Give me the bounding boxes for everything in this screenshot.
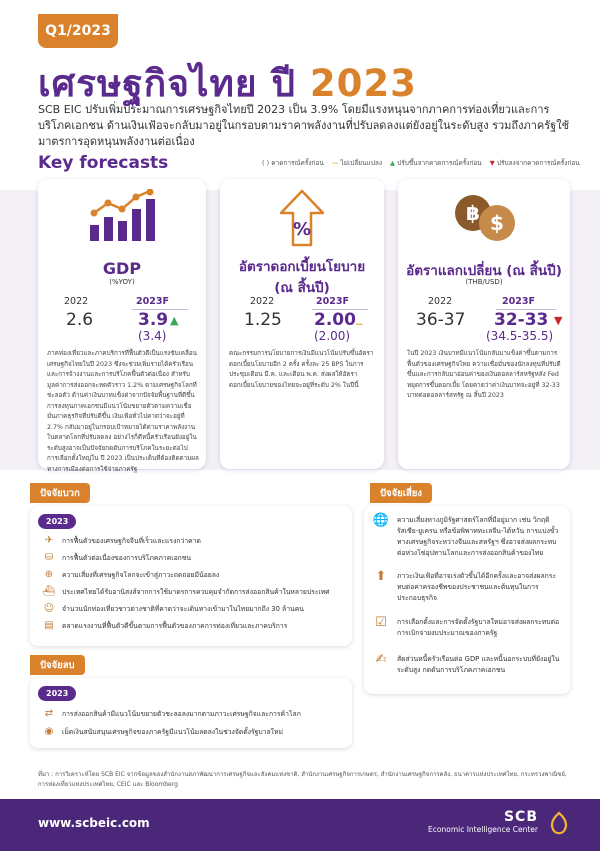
currency-exchange-icon (398, 189, 570, 245)
fx-value-2022: 36-37 (416, 310, 466, 330)
source-note: ที่มา : การวิเคราะห์โดย SCB EIC จากข้อมูลของสำนักงานสภาพัฒนาการเศรษฐกิจและสังคมแห่งชาติ, สำนักงานเศรษฐกิจการเกษตร, สำนักงานเศรษฐกิจการคลัง, ธนาคารแห่งประเทศไทย, กระทรวงพาณิชย์, การท่องเที่ยวแห่งประเทศไทย, CEIC และ Bloomberg (38, 771, 567, 788)
quarter-badge: Q1/2023 (38, 14, 118, 48)
positive-factors-panel (30, 506, 352, 646)
percent-arrow-icon (220, 189, 384, 245)
scb-eic-logo: SCB Economic Intelligence Center (428, 809, 538, 834)
people-icon: ☺ (43, 602, 55, 614)
footer (0, 799, 600, 851)
positive-item: ⊕ ความเสี่ยงที่เศรษฐกิจโลกจะเข้าสู่ภาวะถดถอยมีน้อยลง (42, 568, 219, 580)
policy-rate-title: อัตราดอกเบี้ยนโยบาย (238, 259, 366, 275)
negative-factors-panel (30, 678, 352, 748)
risk-item: ✍ สัดส่วนหนี้ครัวเรือนต่อ GDP และหนี้นอกระบบที่ยังอยู่ในระดับสูง กดดันการบริโภคภาคเอกชน (372, 654, 562, 676)
plane-icon: ✈ (44, 534, 54, 546)
gdp-previous: (3.4) (138, 329, 167, 343)
fx-value-2023f: 32-33 (494, 310, 549, 330)
forecast-card-policy-rate (220, 179, 384, 469)
unchanged-dash-icon: _ (356, 311, 363, 326)
gdp-title: GDP (102, 259, 142, 278)
forecast-card-exchange-rate (398, 179, 570, 469)
election-icon: ☑ (375, 615, 387, 630)
negative-factors-tag: ปัจจัยลบ (30, 655, 85, 675)
policy-previous: (2.00) (314, 329, 351, 343)
svg-text:$: $ (490, 211, 504, 235)
policy-value-2023f: 2.00 (314, 310, 356, 330)
policy-value-2022: 1.25 (244, 310, 282, 330)
scb-logo-icon (548, 811, 570, 835)
up-arrow-icon: ▲ (170, 314, 179, 327)
positive-item: ☺ จำนวนนักท่องเที่ยวชาวต่างชาติที่คาดว่าจะเดินทางเข้ามาในไทยมากถึง 30 ล้านคน (43, 602, 304, 614)
geopolitics-icon: 🌐 (372, 513, 390, 528)
risk-item: ☑ การเลือกตั้งและการจัดตั้งรัฐบาลใหม่อาจส่งผลกระทบต่อการเบิกจ่ายงบประมาณของภาครัฐ (372, 617, 562, 639)
positive-item: ✈ การฟื้นตัวของเศรษฐกิจจีนที่เร็วและแรงกว่าคาด (42, 534, 201, 546)
inflation-icon: ⬆ (375, 569, 387, 584)
gdp-year-2022: 2022 (64, 296, 89, 307)
gdp-subtitle: (%YOY) (109, 278, 135, 286)
fx-description: ในปี 2023 เงินบาทมีแนวโน้มกลับมาแข็งค่าขึ้นตามการฟื้นตัวของเศรษฐกิจไทย ความเชื่อมั่นของนักลงทุนที่ปรับดีขึ้นและการกลับมาอ่อนค่าของเงินดอลลาร์สหรัฐหลัง Fed หยุดการขึ้นดอกเบี้ย โดยคาดว่าค่าเงินบาทจะอยู่ที่ 32-33 บาทต่อดอลลาร์สหรัฐ ณ สิ้นปี 2023 (407, 350, 561, 399)
svg-text:%: % (292, 219, 312, 240)
forecast-card-gdp (38, 179, 206, 473)
export-icon: ⇄ (44, 707, 54, 719)
positive-year-pill: 2023 (38, 514, 76, 529)
legend-previous: ( ) คาดการณ์ครั้งก่อน (262, 159, 324, 167)
debt-icon: ✍ (375, 652, 387, 667)
key-forecasts-heading: Key forecasts (38, 153, 169, 173)
jobs-icon: ▤ (44, 619, 54, 631)
page-title-year: 2023 (309, 62, 417, 105)
negative-year-pill: 2023 (38, 686, 76, 701)
positive-factors-tag: ปัจจัยบวก (30, 483, 90, 503)
legend-unchanged: — ไม่เปลี่ยนแปลง (331, 159, 383, 167)
gdp-year-2023f: 2023F (136, 296, 169, 307)
exchange-rate-title: อัตราแลกเปลี่ยน (ณ สิ้นปี) (406, 263, 562, 279)
bar-chart-icon (38, 189, 206, 245)
shopping-icon: ⛁ (44, 551, 54, 563)
budget-icon: ◉ (44, 725, 54, 737)
forecast-legend (262, 158, 580, 168)
risk-item: 🌐 ความเสี่ยงทางภูมิรัฐศาสตร์โลกที่มีอยู่มาก เช่น วิกฤติรัสเซีย-ยูเครน หรือข้อพิพาททะเลจีน-ไต้หวัน การแบ่งขั้วทางเศรษฐกิจระหว่างจีนและสหรัฐฯ ซึ่งอาจส่งผลกระทบต่อห่วงโซ่อุปทานโลกและการส่งออกสินค้าของไทย (372, 513, 559, 557)
risk-item: ⬆ ภาวะเงินเฟ้อที่อาจเร่งตัวขึ้นได้อีกครั้งและอาจส่งผลกระทบต่อค่าครองชีพของประชาชนและต้นทุนในการประกอบธุรกิจ (372, 571, 562, 604)
globe-icon: ⊕ (44, 568, 54, 580)
exchange-rate-subtitle: (THB/USD) (465, 278, 503, 286)
positive-item: ▤ ตลาดแรงงานที่ฟื้นตัวดีขึ้นตามการฟื้นตัวของภาคการท่องเที่ยวและภาคบริการ (42, 619, 287, 631)
policy-description: คณะกรรมการนโยบายการเงินมีแนวโน้มปรับขึ้นอัตราดอกเบี้ยนโยบายอีก 2 ครั้ง ครั้งละ 25 BPS ในการประชุมเดือน มี.ค. และเดือน พ.ค. ส่งผลให้อัตราดอกเบี้ยนโยบายของไทยจะอยู่ที่ระดับ 2% ในปีนี้ (229, 350, 374, 389)
legend-up: ▲ ปรับขึ้นจากคาดการณ์ครั้งก่อน (390, 159, 482, 167)
gdp-value-2023f: 3.9 (138, 310, 169, 330)
ship-icon: ⛴ (42, 585, 56, 597)
negative-item: ◉ เม็ดเงินสนับสนุนเศรษฐกิจของภาครัฐมีแนวโน้มลดลงในช่วงจัดตั้งรัฐบาลใหม่ (42, 725, 283, 737)
gdp-description: ภาคท่องเที่ยวและภาคบริการที่ฟื้นตัวดีเป็นแรงขับเคลื่อนเศรษฐกิจไทยในปี 2023 ซึ่งจะช่วยเพิ่มรายได้ครัวเรือนและการจ้างงานและการบริโภคฟื้นตัวต่อเนื่อง สำหรับมูลค่าการส่งออกจะหดตัวราว 1.2% ตามเศรษฐกิจโลกที่ชะลอตัว ด้านค่าเงินบาทแข็งค่าจากปัจจัยพื้นฐานที่ดีขึ้น การลงทุนภาคเอกชนมีแนวโน้มขยายตัวตามความเชื่อมั่นภาคธุรกิจที่ปรับดีขึ้น เงินเฟ้อทั่วไปคาดว่าจะอยู่ที่ 2.7% กลับมาอยู่ในกรอบเป้าหมายได้ตามราคาพลังงานในตลาดโลกที่ปรับลดลง อย่างไรก็ดีหนี้ครัวเรือนยังอยู่ในระดับสูงอาจเป็นปัจจัยกดดันการบริโภคในระยะต่อไป การเลือกตั้งใหญ่ใน ปี 2023 เป็นประเด็นที่ต้องติดตามผลทางการเมืองต่อการใช้จ่ายภาครัฐ (47, 350, 199, 473)
fx-year-2023f: 2023F (502, 296, 535, 307)
policy-rate-subtitle: (ณ สิ้นปี) (274, 280, 330, 296)
policy-year-2023f: 2023F (316, 296, 349, 307)
intro-paragraph: SCB EIC ปรับเพิ่มประมาณการเศรษฐกิจไทยปี 2023 เป็น 3.9% โดยมีแรงหนุนจากภาคการท่องเที่ยวและการบริโภคเอกชน ด้านเงินเฟ้อจะกลับมาอยู่ในกรอบตามราคาพลังงานที่ปรับลดลงแต่ยังอยู่ในระดับสูง รวมถึงภาครัฐใช้มาตรการอุดหนุนพลังงานต่อเนื่อง (38, 103, 570, 148)
risk-factors-tag: ปัจจัยเสี่ยง (370, 483, 432, 503)
positive-item: ⛁ การฟื้นตัวต่อเนื่องของการบริโภคภาคเอกชน (42, 551, 191, 563)
down-arrow-icon: ▼ (554, 314, 563, 327)
legend-down: ▼ ปรับลงจากคาดการณ์ครั้งก่อน (489, 159, 580, 167)
policy-year-2022: 2022 (250, 296, 275, 307)
gdp-value-2022: 2.6 (66, 310, 94, 330)
risk-factors-panel (364, 506, 570, 694)
positive-item: ⛴ ประเทศไทยได้รับอานิสงส์จากการใช้มาตรการควบคุมจำกัดการส่งออกสินค้าในหลายประเทศ (42, 585, 330, 597)
fx-previous: (34.5-35.5) (486, 329, 554, 343)
svg-text:฿: ฿ (466, 201, 480, 225)
website-link[interactable]: www.scbeic.com (38, 816, 150, 830)
negative-item: ⇄ การส่งออกสินค้ามีแนวโน้มขยายตัวชะลอลงมากตามภาวะเศรษฐกิจและการค้าโลก (42, 707, 301, 719)
fx-year-2022: 2022 (428, 296, 453, 307)
page-title-main: เศรษฐกิจไทย ปี (38, 62, 296, 105)
